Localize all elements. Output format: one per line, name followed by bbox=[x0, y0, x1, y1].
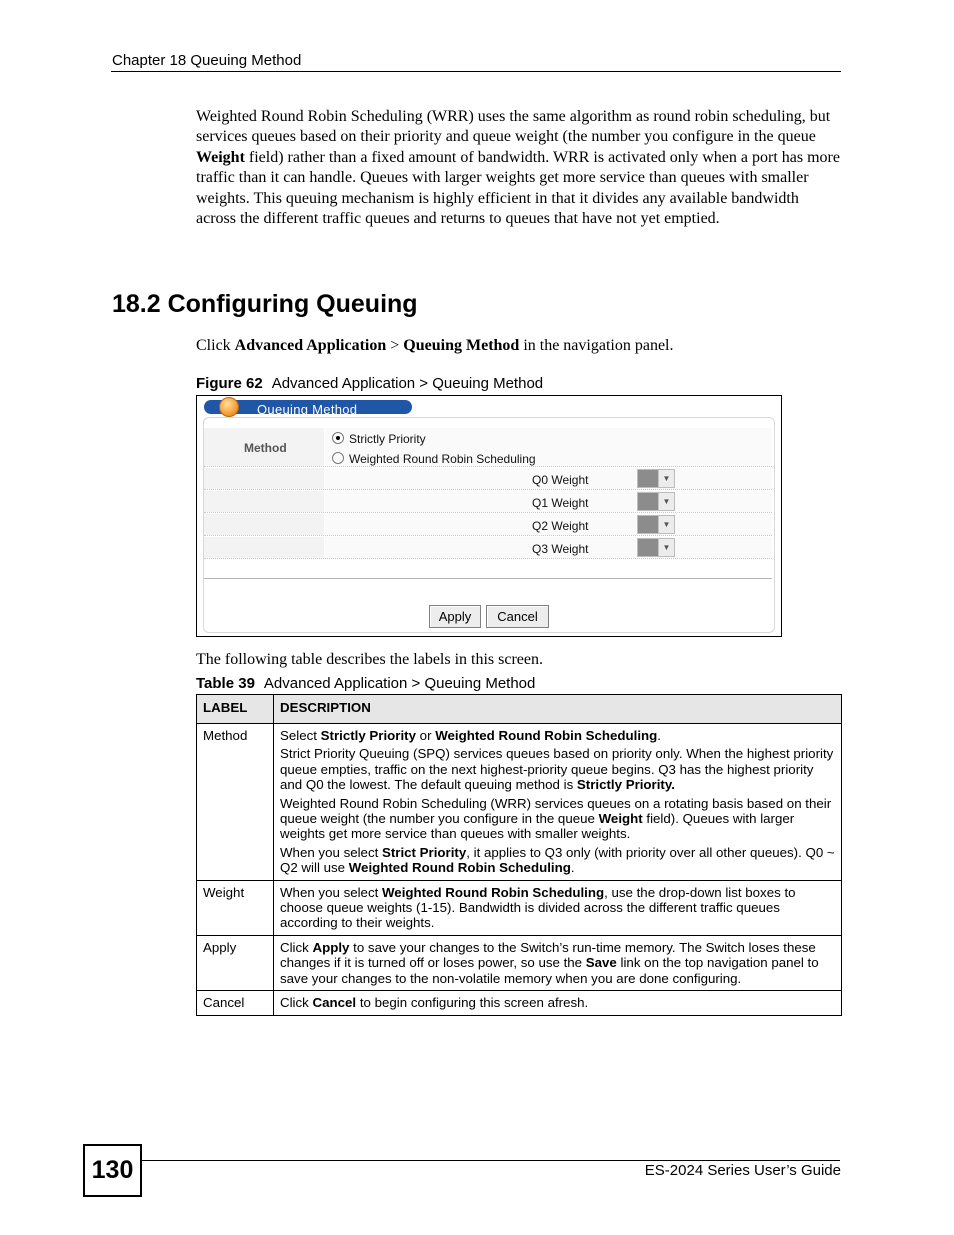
row-label-apply: Apply bbox=[197, 935, 274, 990]
row-description-method bbox=[274, 724, 842, 881]
nav-suffix: in the navigation panel. bbox=[519, 337, 674, 354]
table-row bbox=[197, 935, 842, 990]
q0-weight-label: Q0 Weight bbox=[532, 473, 589, 487]
intro-paragraph bbox=[196, 107, 840, 229]
table-header-row bbox=[197, 695, 842, 724]
table-caption-text: Advanced Application > Queuing Method bbox=[263, 675, 536, 692]
nav-prefix: Click bbox=[196, 337, 235, 354]
q1-row bbox=[204, 491, 772, 513]
panel-divider bbox=[204, 578, 772, 579]
q3-weight-label: Q3 Weight bbox=[532, 542, 589, 556]
cancel-button[interactable]: Cancel bbox=[486, 605, 549, 628]
table-caption bbox=[196, 675, 535, 692]
row-label-method: Method bbox=[197, 724, 274, 881]
method-desc-p3: Weighted Round Robin Scheduling (WRR) services queues on a rotating basis based on their queue weight (the number you configure in the queue Weight field). Queues with larger weights get more service than queues with smaller weights. bbox=[280, 795, 832, 842]
row-description-apply: Click Apply to save your changes to the Switch’s run-time memory. The Switch loses these changes if it is turned off or loses power, so use the Save link on the top navigation panel to save your changes to the non-volatile memory when you are done configuring. bbox=[274, 935, 842, 990]
title-orb-icon bbox=[219, 397, 239, 417]
row-description-cancel: Click Cancel to begin configuring this screen afresh. bbox=[274, 991, 842, 1015]
guide-title: ES-2024 Series User’s Guide bbox=[644, 1162, 841, 1179]
intro-text-1: Weighted Round Robin Scheduling (WRR) uses the same algorithm as round robin scheduling, but services queues based on their priority and queue weight (the number you configure in the queue bbox=[196, 108, 831, 146]
table-row bbox=[197, 991, 842, 1015]
strictly-priority-label[interactable]: Strictly Priority bbox=[349, 432, 426, 446]
q3-weight-select[interactable] bbox=[637, 538, 675, 557]
page-number: 130 bbox=[83, 1144, 142, 1197]
q2-row bbox=[204, 514, 772, 536]
table-intro: The following table describes the labels in this screen. bbox=[196, 651, 544, 668]
row-label-cancel: Cancel bbox=[197, 991, 274, 1015]
q2-weight-label: Q2 Weight bbox=[532, 519, 589, 533]
label-description-table bbox=[196, 694, 842, 1016]
apply-button[interactable]: Apply bbox=[429, 605, 481, 628]
table-row bbox=[197, 880, 842, 935]
header-label: LABEL bbox=[197, 695, 274, 724]
nav-sep: > bbox=[386, 337, 404, 354]
row-label-weight: Weight bbox=[197, 880, 274, 935]
q1-weight-select[interactable] bbox=[637, 492, 675, 511]
header-description: DESCRIPTION bbox=[274, 695, 842, 724]
header-rule bbox=[111, 71, 841, 72]
method-desc-p1: Select Strictly Priority or Weighted Round Robin Scheduling. bbox=[280, 728, 661, 743]
method-desc-p2: Strict Priority Queuing (SPQ) services queues based on priority only. When the highest priority queue empties, traffic on the next highest-priority queue begins. Q3 has the highest priority and Q0 the lowest. The default queuing method is Strictly Priority. bbox=[280, 746, 834, 793]
chevron-down-icon: ▼ bbox=[658, 470, 674, 487]
q1-weight-label: Q1 Weight bbox=[532, 496, 589, 510]
q2-weight-select[interactable] bbox=[637, 515, 675, 534]
figure-caption-text: Advanced Application > Queuing Method bbox=[271, 375, 544, 392]
figure-caption bbox=[196, 375, 543, 392]
intro-text-2: field) rather than a fixed amount of bandwidth. WRR is activated only when a port has more traffic than it can handle. Queues with larger weights get more service than queues with smaller weights. This queuing mechanism is highly efficient in that it divides any available bandwidth across the different traffic queues and returns to queues that have not yet emptied. bbox=[196, 148, 840, 228]
section-heading: 18.2 Configuring Queuing bbox=[112, 290, 418, 318]
nav-menu: Advanced Application bbox=[234, 337, 387, 354]
running-header: Chapter 18 Queuing Method bbox=[112, 52, 302, 69]
wrr-label[interactable]: Weighted Round Robin Scheduling bbox=[349, 452, 536, 466]
nav-item: Queuing Method bbox=[403, 337, 520, 354]
q0-row bbox=[204, 468, 772, 490]
row-description-weight: When you select Weighted Round Robin Scheduling, use the drop-down list boxes to choose queue weights (1-15). Bandwidth is divided across the different traffic queues according to their weights. bbox=[274, 880, 842, 935]
table-label: Table 39 bbox=[196, 675, 255, 692]
chevron-down-icon: ▼ bbox=[658, 493, 674, 510]
wrr-radio[interactable] bbox=[332, 452, 344, 464]
method-desc-p4: When you select Strict Priority, it applies to Q3 only (with priority over all other queues). Q0 ~ Q2 will use Weighted Round Robin Scheduling. bbox=[280, 844, 835, 876]
chevron-down-icon: ▼ bbox=[658, 539, 674, 556]
intro-bold-weight: Weight bbox=[196, 148, 245, 166]
q3-row bbox=[204, 537, 772, 559]
figure-label: Figure 62 bbox=[196, 375, 263, 392]
nav-instruction bbox=[196, 337, 674, 355]
strictly-priority-radio[interactable] bbox=[332, 432, 344, 444]
footer-rule bbox=[140, 1160, 840, 1161]
chevron-down-icon: ▼ bbox=[658, 516, 674, 533]
q0-weight-select[interactable] bbox=[637, 469, 675, 488]
queuing-method-figure bbox=[196, 395, 782, 637]
screen-title: Queuing Method bbox=[257, 402, 358, 417]
table-row bbox=[197, 724, 842, 881]
method-label: Method bbox=[244, 441, 287, 455]
